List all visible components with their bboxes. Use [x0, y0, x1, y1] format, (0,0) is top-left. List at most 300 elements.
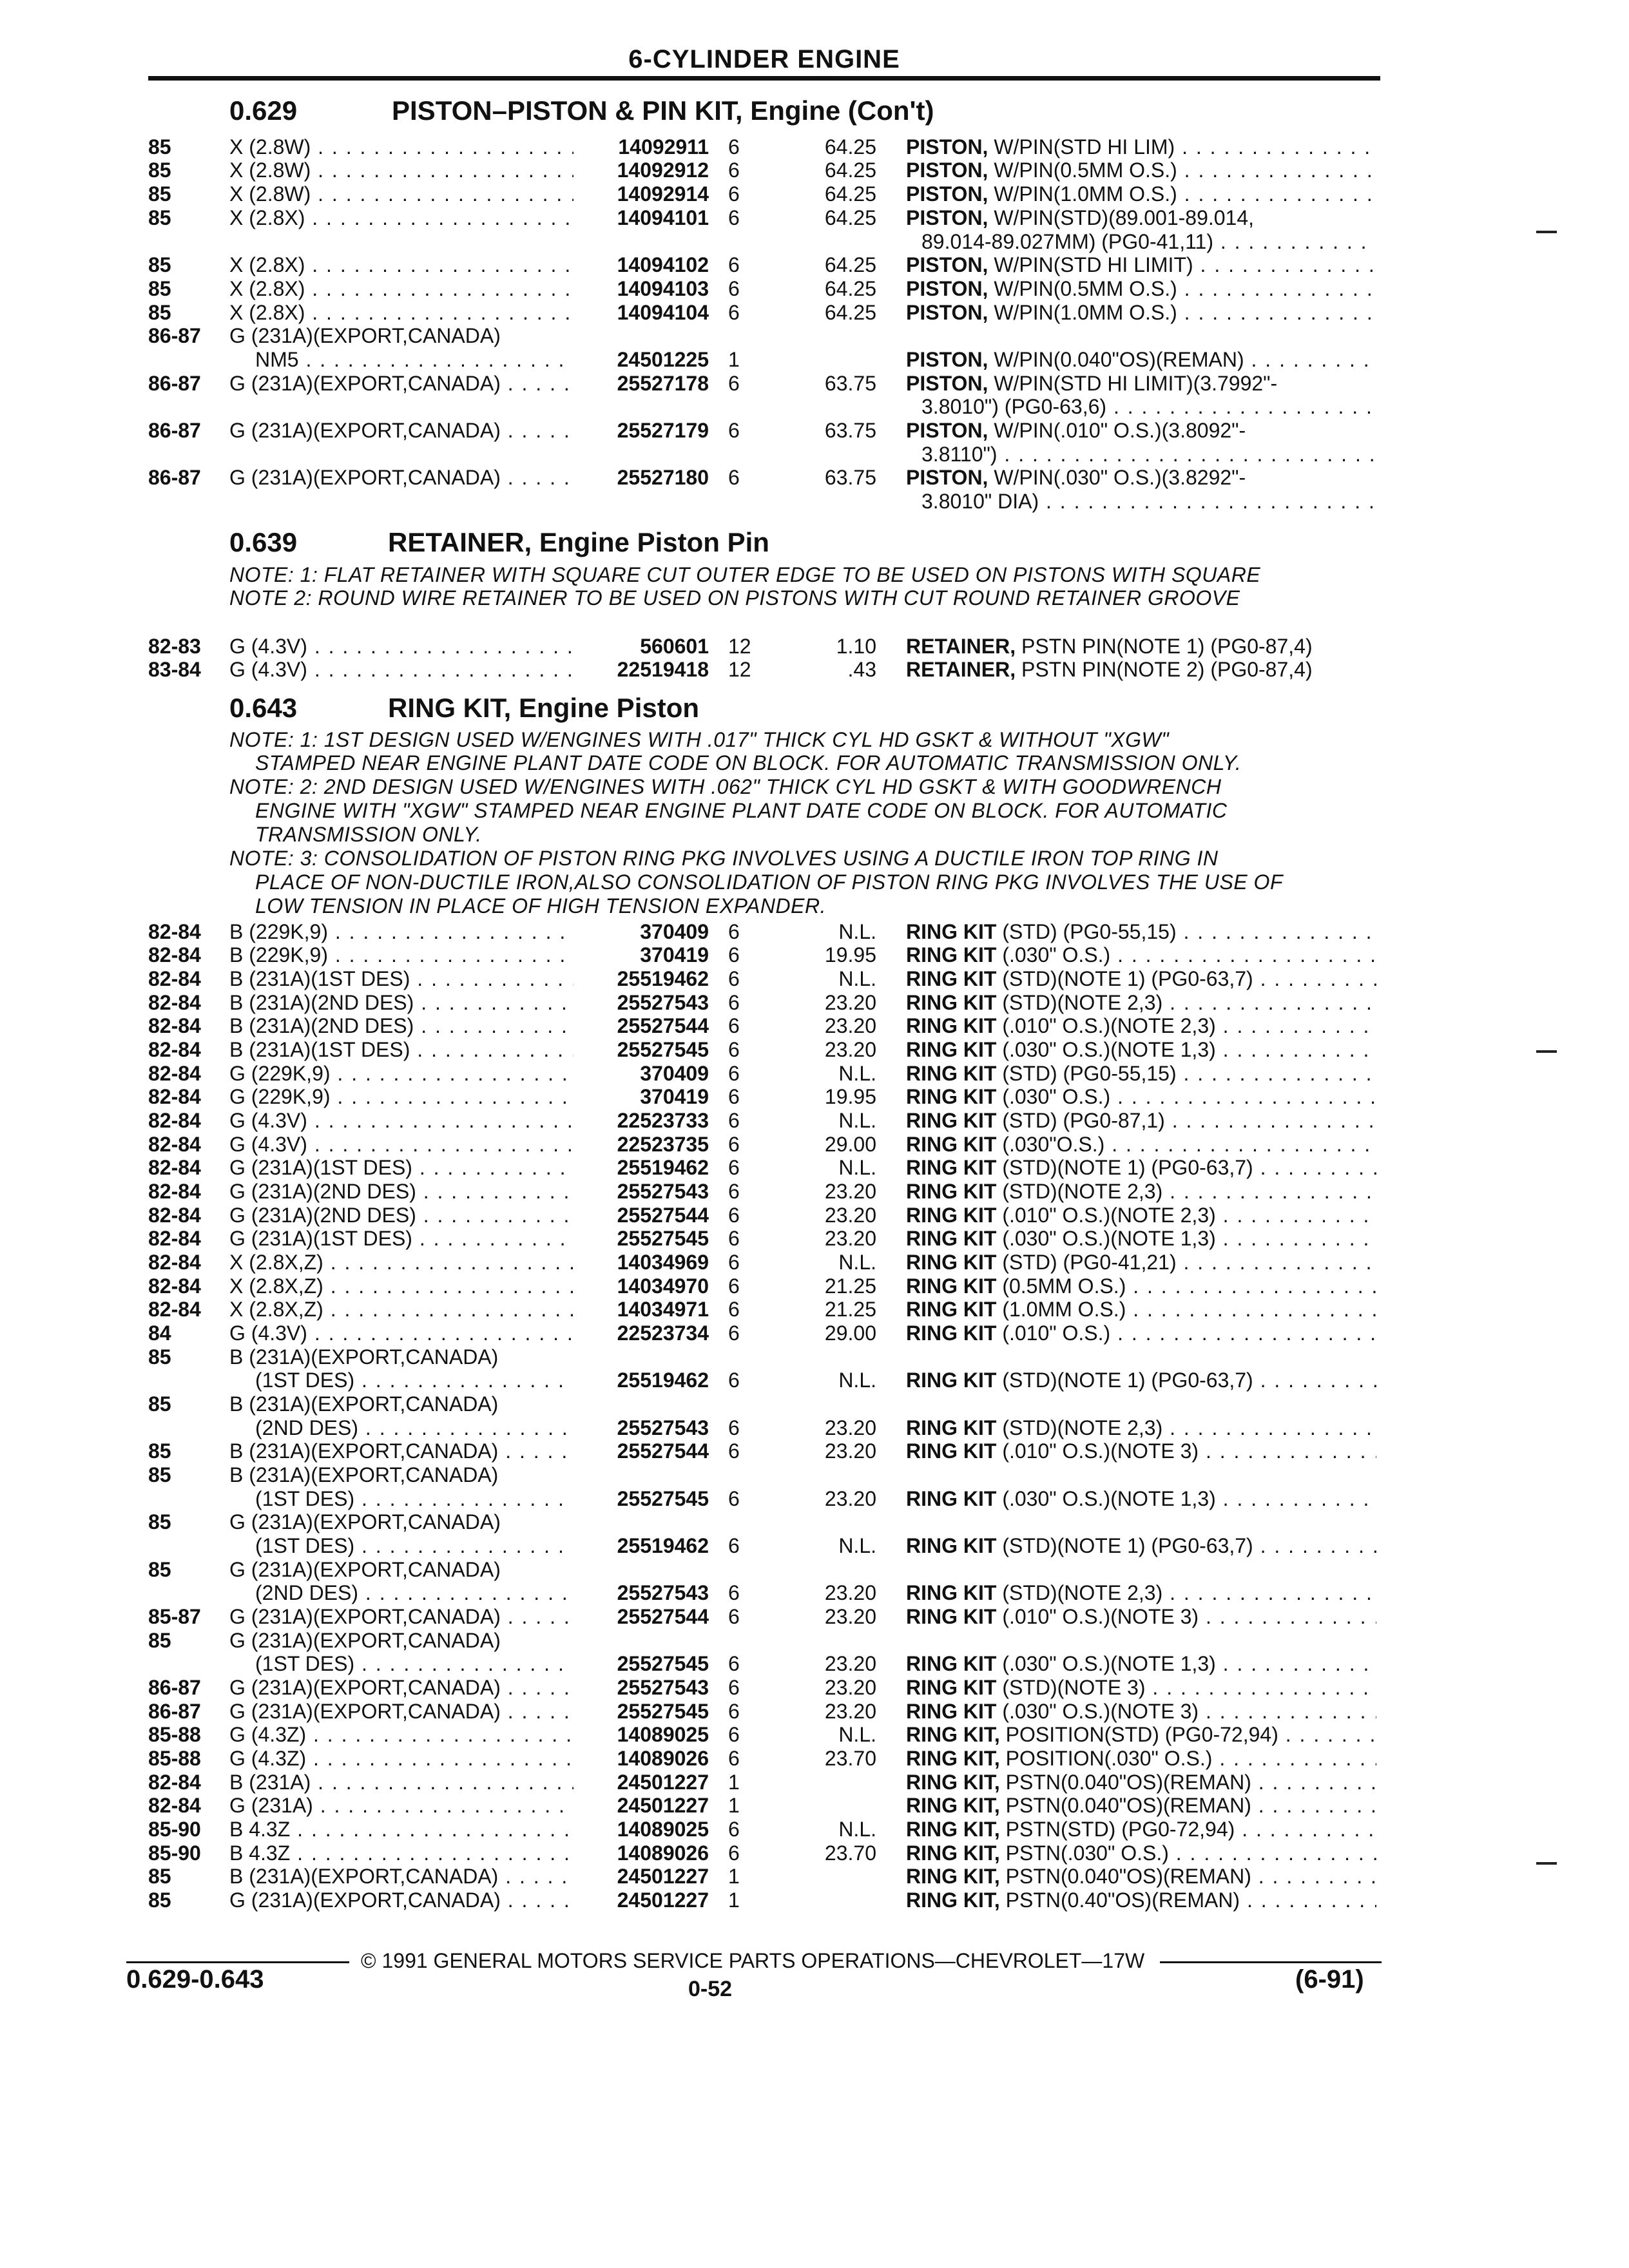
description: [906, 1369, 1376, 1392]
note-line: NOTE: 2: 2ND DESIGN USED W/ENGINES WITH .062" THICK CYL HD GSKT & WITH GOODWRENCH: [229, 775, 1222, 798]
application: B (231A)(2ND DES) . . .: [229, 991, 574, 1015]
part-name: PISTON,: [906, 206, 988, 229]
part-detail: 3.8110"): [921, 443, 998, 466]
description: [906, 1534, 1376, 1558]
model-year: 85: [148, 1345, 171, 1369]
quantity: 6: [728, 253, 740, 276]
part-number: 24501227: [617, 1771, 709, 1794]
description: [906, 1274, 1376, 1298]
application: X (2.8X) . . .: [229, 301, 574, 325]
quantity: 6: [728, 372, 740, 395]
note-line: NOTE 2: ROUND WIRE RETAINER TO BE USED ON PISTONS WITH CUT ROUND RETAINER GROOVE: [229, 586, 1240, 610]
application: G (231A) . . .: [229, 1794, 574, 1818]
part-number: 22523734: [617, 1321, 709, 1345]
part-detail: 89.014-89.027MM) (PG0-41,11): [921, 230, 1213, 253]
part-name: RING KIT: [906, 1062, 997, 1085]
section-number: 0.629: [229, 95, 298, 126]
model-year: 85-88: [148, 1723, 201, 1746]
part-number: 25527545: [617, 1227, 709, 1250]
note-line: ENGINE WITH "XGW" STAMPED NEAR ENGINE PLANT DATE CODE ON BLOCK. FOR AUTOMATIC: [255, 799, 1228, 822]
model-year: 82-84: [148, 1085, 201, 1108]
part-number: 25519462: [617, 1156, 709, 1179]
description: [906, 658, 1376, 682]
part-detail: PSTN(0.40"OS)(REMAN): [999, 1888, 1240, 1912]
part-number: 25527543: [617, 1416, 709, 1439]
part-detail: W/PIN(STD HI LIM): [988, 135, 1175, 159]
quantity: 6: [728, 1062, 740, 1085]
part-detail: (0.5MM O.S.): [996, 1274, 1126, 1298]
quantity: 12: [728, 658, 751, 681]
part-detail: (1.0MM O.S.): [996, 1298, 1126, 1321]
quantity: 6: [728, 920, 740, 943]
note-line: PLACE OF NON-DUCTILE IRON,ALSO CONSOLIDATION OF PISTON RING PKG INVOLVES THE USE OF: [255, 870, 1283, 894]
model-year: 82-84: [148, 991, 201, 1014]
quantity: 6: [728, 1581, 740, 1604]
part-detail: (STD)(NOTE 1) (PG0-63,7): [996, 1369, 1253, 1392]
part-detail: (STD)(NOTE 1) (PG0-63,7): [996, 1534, 1253, 1557]
part-detail: W/PIN(1.0MM O.S.): [988, 182, 1177, 206]
part-detail: POSITION(STD) (PG0-72,94): [999, 1723, 1278, 1746]
part-number: 25527545: [617, 1038, 709, 1061]
quantity: 6: [728, 419, 740, 442]
description: [906, 943, 1376, 967]
quantity: 12: [728, 635, 751, 658]
application: B (229K,9) . . .: [229, 920, 574, 944]
part-detail: PSTN(.030" O.S.): [999, 1841, 1169, 1865]
model-year: 82-84: [148, 1204, 201, 1227]
quantity: 6: [728, 1534, 740, 1557]
description: [906, 159, 1376, 182]
part-number: 24501225: [617, 348, 709, 371]
description: [906, 1062, 1376, 1086]
description: [906, 991, 1376, 1015]
part-number: 25527180: [617, 466, 709, 489]
description: [906, 372, 1376, 396]
part-name: RING KIT: [906, 1416, 997, 1439]
part-number: 370409: [640, 920, 709, 943]
description: [921, 443, 1376, 466]
part-number: 25527544: [617, 1439, 709, 1463]
price: 23.20: [824, 1038, 876, 1061]
part-name: RING KIT: [906, 1298, 997, 1321]
model-year: 85-90: [148, 1818, 201, 1841]
part-detail: W/PIN(0.5MM O.S.): [988, 277, 1177, 300]
part-detail: (STD) (PG0-41,21): [996, 1251, 1177, 1274]
description: [906, 1888, 1376, 1912]
model-year: 85-87: [148, 1605, 201, 1628]
description: [906, 1487, 1376, 1511]
model-year: 85: [148, 182, 171, 206]
description: [906, 1133, 1376, 1157]
application: G (4.3V) . . .: [229, 1321, 574, 1345]
price: N.L.: [838, 1251, 876, 1274]
part-number: 14089025: [617, 1723, 709, 1746]
part-detail: (.030"O.S.): [996, 1133, 1105, 1156]
model-year: 85: [148, 1629, 171, 1652]
model-year: 84: [148, 1321, 171, 1345]
description: [921, 230, 1376, 254]
quantity: 6: [728, 1747, 740, 1770]
application: B 4.3Z . . .: [229, 1818, 574, 1841]
part-name: RING KIT: [906, 1204, 997, 1227]
model-year: 85: [148, 135, 171, 159]
application: B (231A)(2ND DES) . . .: [229, 1014, 574, 1038]
page-header: 6-CYLINDER ENGINE: [628, 45, 900, 73]
part-name: RING KIT: [906, 1700, 997, 1723]
price: N.L.: [838, 1818, 876, 1841]
quantity: 6: [728, 1841, 740, 1865]
quantity: 6: [728, 182, 740, 206]
part-detail: (.010" O.S.)(NOTE 2,3): [996, 1204, 1216, 1227]
price: N.L.: [838, 1534, 876, 1557]
part-number: 560601: [640, 635, 709, 658]
part-detail: W/PIN(0.040"OS)(REMAN): [988, 348, 1244, 371]
application: G (4.3V) . . .: [229, 1133, 574, 1157]
part-name: RING KIT: [906, 1605, 997, 1628]
part-name: RING KIT: [906, 1014, 997, 1037]
quantity: 6: [728, 1109, 740, 1132]
description: [906, 1298, 1376, 1321]
quantity: 6: [728, 1274, 740, 1298]
part-name: RING KIT: [906, 1251, 997, 1274]
description: [906, 1676, 1376, 1700]
margin-mark: [1536, 1862, 1557, 1865]
application: X (2.8X) . . .: [229, 253, 574, 277]
part-detail: (.010" O.S.)(NOTE 3): [996, 1439, 1199, 1463]
model-year: 86-87: [148, 1676, 201, 1699]
part-number: 25527544: [617, 1605, 709, 1628]
part-number: 24501227: [617, 1794, 709, 1817]
price: N.L.: [838, 967, 876, 990]
part-detail: (STD)(NOTE 1) (PG0-63,7): [996, 967, 1253, 990]
part-number: 25527179: [617, 419, 709, 442]
application: G (231A)(2ND DES) . . .: [229, 1204, 574, 1227]
application: B (231A)(1ST DES) . . .: [229, 1038, 574, 1062]
price: 21.25: [824, 1298, 876, 1321]
part-number: 22523735: [617, 1133, 709, 1156]
application: (1ST DES) . . .: [255, 1652, 574, 1676]
description: [906, 419, 1376, 443]
quantity: 1: [728, 1888, 740, 1912]
part-detail: PSTN(STD) (PG0-72,94): [999, 1818, 1235, 1841]
application: G (231A)(1ST DES) . . .: [229, 1156, 574, 1180]
price: 23.20: [824, 1014, 876, 1037]
model-year: 82-84: [148, 1156, 201, 1179]
application: (1ST DES) . . .: [255, 1369, 574, 1392]
model-year: 85: [148, 301, 171, 324]
part-name: PISTON,: [906, 419, 988, 442]
part-detail: (STD)(NOTE 2,3): [996, 1180, 1163, 1203]
part-detail: (STD)(NOTE 3): [996, 1676, 1146, 1699]
part-detail: (.010" O.S.)(NOTE 2,3): [996, 1014, 1216, 1037]
application: X (2.8W) . . .: [229, 182, 574, 206]
quantity: 6: [728, 1700, 740, 1723]
part-name: RETAINER,: [906, 635, 1016, 658]
footer-rule-right: [1160, 1961, 1382, 1963]
part-name: PISTON,: [906, 301, 988, 324]
quantity: 6: [728, 1605, 740, 1628]
part-number: 25519462: [617, 1369, 709, 1392]
application: X (2.8X) . . .: [229, 206, 574, 230]
part-name: RING KIT: [906, 1534, 997, 1557]
margin-mark: [1536, 1050, 1557, 1053]
quantity: 6: [728, 1251, 740, 1274]
part-name: RING KIT: [906, 1439, 997, 1463]
model-year: 85-88: [148, 1747, 201, 1770]
part-number: 25527543: [617, 991, 709, 1014]
quantity: 6: [728, 1038, 740, 1061]
application: G (4.3V) . . .: [229, 635, 574, 658]
application: NM5 . . .: [255, 348, 574, 372]
part-number: 14089026: [617, 1747, 709, 1770]
part-number: 14092911: [618, 135, 709, 159]
part-detail: W/PIN(STD)(89.001-89.014,: [988, 206, 1255, 229]
description: [906, 1416, 1376, 1440]
part-detail: (.030" O.S.)(NOTE 1,3): [996, 1038, 1216, 1061]
part-name: PISTON,: [906, 372, 988, 395]
description: [906, 1747, 1376, 1771]
application: B (231A)(EXPORT,CANADA): [229, 1463, 499, 1486]
description: [906, 1439, 1376, 1463]
price: 64.25: [824, 277, 876, 300]
description: [906, 1227, 1376, 1251]
application: B 4.3Z . . .: [229, 1841, 574, 1865]
part-number: 14092914: [617, 182, 709, 206]
model-year: 82-84: [148, 1038, 201, 1061]
part-name: RING KIT: [906, 1676, 997, 1699]
application: (1ST DES) . . .: [255, 1487, 574, 1511]
application: G (231A)(EXPORT,CANADA) . . .: [229, 1605, 574, 1629]
quantity: 1: [728, 1865, 740, 1888]
application: G (231A)(EXPORT,CANADA) . . .: [229, 1700, 574, 1724]
model-year: 85: [148, 1392, 171, 1416]
part-name: RING KIT,: [906, 1865, 1000, 1888]
part-name: RING KIT,: [906, 1841, 1000, 1865]
quantity: 6: [728, 991, 740, 1014]
application: X (2.8W) . . .: [229, 135, 574, 159]
description: [906, 466, 1376, 490]
part-number: 22519418: [617, 658, 709, 681]
part-number: 14094104: [617, 301, 709, 324]
part-name: RING KIT: [906, 1156, 997, 1179]
price: 63.75: [824, 466, 876, 489]
part-number: 25527178: [617, 372, 709, 395]
model-year: 82-84: [148, 1298, 201, 1321]
quantity: 6: [728, 1156, 740, 1179]
model-year: 82-84: [148, 1014, 201, 1037]
description: [906, 1014, 1376, 1038]
footer-rule-left: [126, 1961, 349, 1963]
part-number: 14034971: [617, 1298, 709, 1321]
part-number: 14094103: [617, 277, 709, 300]
model-year: 82-84: [148, 1227, 201, 1250]
quantity: 6: [728, 1818, 740, 1841]
part-name: RING KIT: [906, 943, 997, 966]
model-year: 82-84: [148, 1771, 201, 1794]
part-number: 25527545: [617, 1487, 709, 1510]
price: 23.20: [824, 1180, 876, 1203]
quantity: 6: [728, 1369, 740, 1392]
part-name: PISTON,: [906, 159, 988, 182]
part-detail: (.030" O.S.): [996, 1085, 1111, 1108]
part-detail: W/PIN(.010" O.S.)(3.8092"-: [988, 419, 1246, 442]
price: 23.20: [824, 1439, 876, 1463]
application: G (231A)(EXPORT,CANADA): [229, 1629, 501, 1652]
model-year: 86-87: [148, 466, 201, 489]
model-year: 85: [148, 253, 171, 276]
model-year: 85: [148, 1463, 171, 1486]
model-year: 86-87: [148, 372, 201, 395]
price: 64.25: [824, 135, 876, 159]
price: 23.20: [824, 1700, 876, 1723]
quantity: 6: [728, 1227, 740, 1250]
part-detail: PSTN(0.040"OS)(REMAN): [999, 1771, 1251, 1794]
application: G (231A)(EXPORT,CANADA) . . .: [229, 466, 574, 490]
quantity: 6: [728, 1014, 740, 1037]
description: [906, 277, 1376, 301]
quantity: 6: [728, 1321, 740, 1345]
application: G (4.3V) . . .: [229, 1109, 574, 1133]
quantity: 6: [728, 967, 740, 990]
price: 23.70: [824, 1747, 876, 1770]
note-line: STAMPED NEAR ENGINE PLANT DATE CODE ON BLOCK. FOR AUTOMATIC TRANSMISSION ONLY.: [255, 751, 1242, 774]
part-number: 14089025: [617, 1818, 709, 1841]
price: .43: [847, 658, 876, 681]
application: B (231A)(EXPORT,CANADA) . . .: [229, 1439, 574, 1463]
quantity: 6: [728, 301, 740, 324]
part-detail: (.030" O.S.): [996, 943, 1111, 966]
part-name: RING KIT: [906, 1652, 997, 1675]
quantity: 6: [728, 1652, 740, 1675]
price: 29.00: [824, 1133, 876, 1156]
quantity: 6: [728, 159, 740, 182]
quantity: 6: [728, 1133, 740, 1156]
application: X (2.8X,Z) . . .: [229, 1251, 574, 1274]
quantity: 6: [728, 1416, 740, 1439]
part-number: 25527545: [617, 1652, 709, 1675]
quantity: 6: [728, 1487, 740, 1510]
part-number: 14089026: [617, 1841, 709, 1865]
quantity: 6: [728, 277, 740, 300]
part-number: 25527543: [617, 1180, 709, 1203]
description: [906, 301, 1376, 325]
application: B (231A)(EXPORT,CANADA): [229, 1392, 499, 1416]
quantity: 6: [728, 1298, 740, 1321]
application: G (231A)(1ST DES) . . .: [229, 1227, 574, 1251]
price: 63.75: [824, 419, 876, 442]
model-year: 85: [148, 1865, 171, 1888]
part-name: RING KIT: [906, 1227, 997, 1250]
quantity: 6: [728, 1439, 740, 1463]
footer-date: (6-91): [1295, 1965, 1364, 1994]
application: G (229K,9) . . .: [229, 1062, 574, 1086]
part-detail: PSTN(0.040"OS)(REMAN): [999, 1794, 1251, 1817]
application: X (2.8X,Z) . . .: [229, 1274, 574, 1298]
part-name: RING KIT: [906, 1109, 997, 1132]
quantity: 1: [728, 348, 740, 371]
part-number: 25527544: [617, 1204, 709, 1227]
description: [906, 1204, 1376, 1227]
part-name: RING KIT,: [906, 1888, 1000, 1912]
part-detail: (STD) (PG0-55,15): [996, 920, 1177, 943]
quantity: 6: [728, 1723, 740, 1746]
price: 23.20: [824, 1652, 876, 1675]
part-name: RING KIT: [906, 1085, 997, 1108]
description: [906, 135, 1376, 159]
price: N.L.: [838, 920, 876, 943]
application: (2ND DES) . . .: [255, 1581, 574, 1605]
model-year: 85: [148, 159, 171, 182]
model-year: 82-84: [148, 1109, 201, 1132]
part-detail: (.030" O.S.)(NOTE 1,3): [996, 1227, 1216, 1250]
section-number: 0.639: [229, 527, 298, 557]
price: 21.25: [824, 1274, 876, 1298]
quantity: 6: [728, 135, 740, 159]
application: G (231A)(EXPORT,CANADA) . . .: [229, 419, 574, 443]
note-line: NOTE: 1: 1ST DESIGN USED W/ENGINES WITH .017" THICK CYL HD GSKT & WITHOUT "XGW": [229, 728, 1170, 751]
part-name: PISTON,: [906, 466, 988, 489]
model-year: 85: [148, 277, 171, 300]
quantity: 1: [728, 1794, 740, 1817]
application: B (229K,9) . . .: [229, 943, 574, 967]
description: [906, 182, 1376, 206]
model-year: 85: [148, 1888, 171, 1912]
part-number: 14092912: [617, 159, 709, 182]
part-number: 25527543: [617, 1676, 709, 1699]
note-line: NOTE: 3: CONSOLIDATION OF PISTON RING PKG INVOLVES USING A DUCTILE IRON TOP RING IN: [229, 847, 1219, 870]
part-detail: 3.8010") (PG0-63,6): [921, 395, 1107, 418]
description: [921, 490, 1376, 514]
model-year: 83-84: [148, 658, 201, 681]
price: N.L.: [838, 1062, 876, 1085]
section-title: RETAINER, Engine Piston Pin: [388, 527, 769, 557]
description: [906, 1841, 1376, 1865]
part-number: 14034970: [617, 1274, 709, 1298]
application: G (231A)(EXPORT,CANADA) . . .: [229, 1676, 574, 1700]
part-name: RING KIT: [906, 1133, 997, 1156]
application: G (231A)(EXPORT,CANADA): [229, 324, 501, 347]
note-line: NOTE: 1: FLAT RETAINER WITH SQUARE CUT OUTER EDGE TO BE USED ON PISTONS WITH SQUARE: [229, 563, 1261, 586]
application: G (231A)(EXPORT,CANADA) . . .: [229, 372, 574, 396]
part-number: 25527543: [617, 1581, 709, 1604]
model-year: 85: [148, 1439, 171, 1463]
price: 29.00: [824, 1321, 876, 1345]
part-name: PISTON,: [906, 135, 988, 159]
model-year: 82-84: [148, 943, 201, 966]
description: [906, 1038, 1376, 1062]
part-name: RING KIT,: [906, 1818, 1000, 1841]
price: N.L.: [838, 1156, 876, 1179]
section-title: RING KIT, Engine Piston: [388, 693, 700, 723]
part-detail: W/PIN(1.0MM O.S.): [988, 301, 1177, 324]
part-number: 370419: [640, 1085, 709, 1108]
part-detail: 3.8010" DIA): [921, 490, 1039, 513]
part-number: 370409: [640, 1062, 709, 1085]
quantity: 6: [728, 206, 740, 229]
price: 23.20: [824, 1676, 876, 1699]
price: 1.10: [836, 635, 876, 658]
part-number: 25519462: [617, 967, 709, 990]
part-detail: (.030" O.S.)(NOTE 1,3): [996, 1487, 1216, 1510]
application: G (4.3Z) . . .: [229, 1723, 574, 1747]
part-detail: W/PIN(0.5MM O.S.): [988, 159, 1177, 182]
part-number: 22523733: [617, 1109, 709, 1132]
model-year: 82-83: [148, 635, 201, 658]
model-year: 82-84: [148, 1794, 201, 1817]
part-number: 14094102: [617, 253, 709, 276]
part-name: RING KIT: [906, 1369, 997, 1392]
application: B (231A)(EXPORT,CANADA): [229, 1345, 499, 1369]
